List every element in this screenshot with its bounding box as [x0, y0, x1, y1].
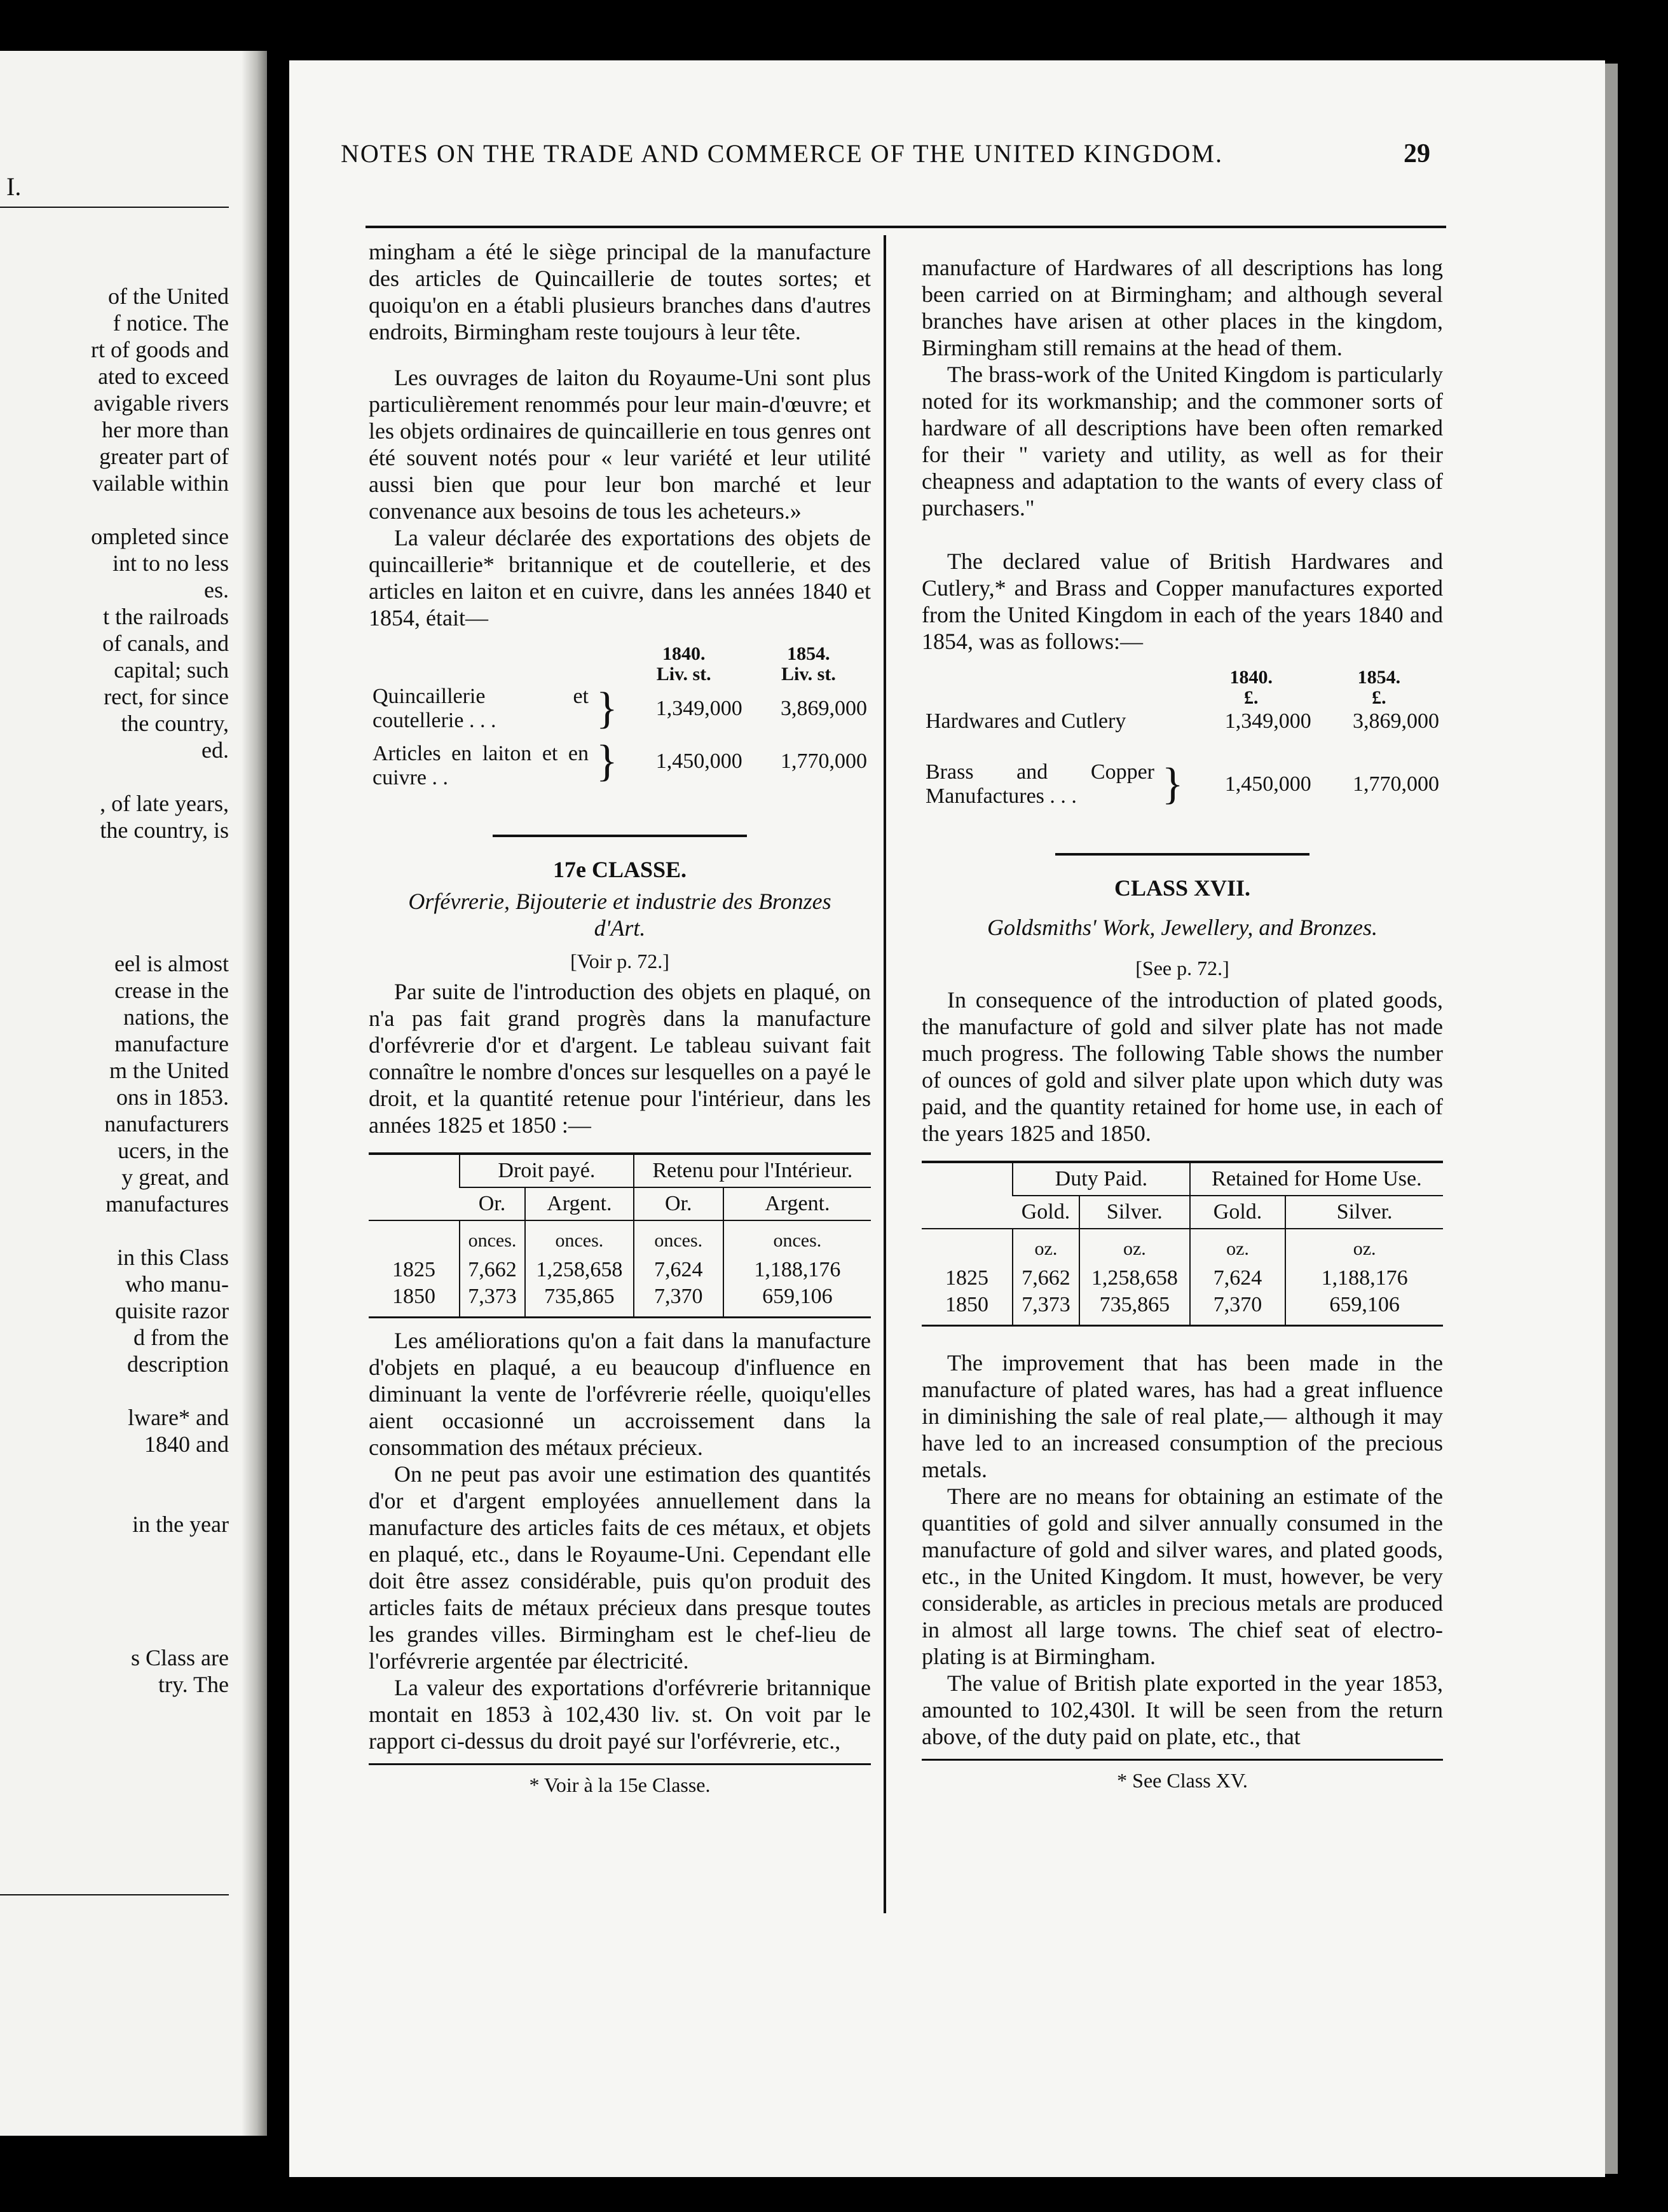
- left-page-line: rect, for since: [104, 684, 229, 709]
- left-page-line: ed.: [202, 737, 229, 763]
- value-1840: 1,349,000: [1224, 709, 1311, 733]
- column-unit: oz.: [1013, 1229, 1079, 1265]
- value-cell: 1,258,658: [525, 1257, 634, 1283]
- value-1854: 3,869,000: [1353, 709, 1439, 733]
- section-rule: [493, 835, 747, 837]
- value-cell: 7,370: [1190, 1292, 1285, 1326]
- brace: }: [1162, 760, 1184, 809]
- group-header: Retenu pour l'Intérieur.: [634, 1154, 871, 1187]
- value-cell: 7,624: [634, 1257, 723, 1283]
- left-page-line: try. The: [158, 1672, 229, 1697]
- left-page-line: d from the: [133, 1325, 229, 1350]
- group-header: Retained for Home Use.: [1190, 1162, 1443, 1196]
- left-page-line: int to no less: [112, 550, 229, 576]
- value-1854: 1,770,000: [1353, 772, 1439, 796]
- left-running-head: I.: [6, 172, 22, 201]
- left-page-line: nanufacturers: [104, 1111, 229, 1137]
- left-page-line: nations, the: [123, 1004, 229, 1030]
- column-header: 1854.: [787, 643, 830, 664]
- left-page-line: lware* and: [128, 1405, 229, 1430]
- row-label: Brass and Copper Manufactures . . .: [926, 760, 1154, 808]
- value-cell: 7,662: [1013, 1265, 1079, 1292]
- paragraph: La valeur déclarée des exportations des objets de quincaillerie* britannique et de coutellerie, et des articles en laiton et en cuivre, dans les années 1840 et 1854, était—: [369, 525, 871, 631]
- value-cell: 7,624: [1190, 1265, 1285, 1292]
- left-page-line: rt of goods and: [91, 337, 229, 362]
- left-page-line: her more than: [102, 417, 229, 442]
- left-foot-rule: [0, 1894, 229, 1895]
- column-unit: oz.: [1079, 1229, 1190, 1265]
- column-unit: oz.: [1285, 1229, 1443, 1265]
- column-header: Gold.: [1190, 1196, 1285, 1229]
- left-page-line: m the United: [109, 1058, 229, 1083]
- paragraph: The brass-work of the United Kingdom is particularly noted for its workmanship; and the commoner sorts of hardware of all descriptions have been often remarked for their " variety and utility, as well as for their cheapness and adaptation to the wants of every class of purchasers.": [922, 362, 1443, 521]
- left-page-line: in this Class: [116, 1245, 229, 1270]
- column-header: Silver.: [1285, 1196, 1443, 1229]
- column-unit: £.: [1372, 687, 1386, 708]
- table-row: [369, 685, 871, 733]
- running-head: NOTES ON THE TRADE AND COMMERCE OF THE UNITED KINGDOM.: [341, 139, 1223, 168]
- table-row: [369, 1283, 871, 1318]
- value-1840: 1,450,000: [1224, 772, 1311, 796]
- column-unit: £.: [1243, 687, 1259, 708]
- left-page-line: quisite razor: [115, 1298, 229, 1323]
- column-unit: Liv. st.: [781, 664, 836, 685]
- page-number: 29: [1404, 139, 1430, 168]
- plate-duty-table: [369, 1152, 871, 1318]
- left-page-line: f notice. The: [113, 310, 229, 336]
- table-row: [369, 1257, 871, 1283]
- column-unit: oz.: [1190, 1229, 1285, 1265]
- table-row: [922, 1292, 1443, 1326]
- brace: }: [596, 737, 618, 786]
- left-page-line: vailable within: [92, 470, 229, 496]
- paragraph: The improvement that has been made in the manufacture of plated wares, has had a great influence in diminishing the sale of real plate,— although it may have led to an increased consumption of the precious metals.: [922, 1350, 1443, 1482]
- left-page-line: the country, is: [100, 817, 229, 843]
- column-header: 1840.: [662, 643, 706, 664]
- value-1854: 1,770,000: [781, 749, 867, 773]
- group-header: Duty Paid.: [1013, 1162, 1190, 1196]
- footnote-rule: [922, 1759, 1443, 1761]
- column-header: Argent.: [723, 1187, 871, 1220]
- page-header: [191, 139, 1430, 183]
- row-label: Quincaillerie et coutellerie . . .: [373, 685, 589, 732]
- left-head-rule: [0, 207, 229, 208]
- left-page-line: ucers, in the: [118, 1138, 229, 1163]
- column-divider: [884, 235, 886, 1913]
- table-row: [369, 733, 871, 790]
- paragraph: There are no means for obtaining an estimate of the quantities of gold and silver annually consumed in the manufacture of gold and silver wares, and plated goods, etc., in the United Kingdom. It must, however, be very considerable, as articles in precious metals are produced in almost all large towns. The chief seat of electro-plating is at Birmingham.: [922, 1484, 1443, 1669]
- value-1854: 3,869,000: [781, 697, 867, 720]
- left-page: [0, 51, 267, 2136]
- table-row: [922, 735, 1443, 809]
- value-cell: 735,865: [525, 1283, 634, 1318]
- value-1840: 1,450,000: [655, 749, 742, 773]
- column-unit: onces.: [723, 1220, 871, 1257]
- paragraph: The value of British plate exported in the year 1853, amounted to 102,430l. It will be seen from the return above, of the duty paid on plate, etc., that: [922, 1670, 1443, 1749]
- class-heading: 17e CLASSE.: [552, 857, 687, 882]
- value-cell: 7,373: [1013, 1292, 1079, 1326]
- left-page-line: capital; such: [114, 657, 229, 683]
- paragraph: In consequence of the introduction of plated goods, the manufacture of gold and silver plate has not made much progress. The following Table shows the number of ounces of gold and silver plate upon which duty was paid, and the quantity retained for home use, in each of the years 1825 and 1850.: [922, 987, 1443, 1146]
- row-label: Hardwares and Cutlery: [926, 709, 1126, 733]
- left-page-line: of canals, and: [102, 631, 229, 656]
- column-unit: onces.: [460, 1220, 525, 1257]
- column-header: Or.: [634, 1187, 723, 1220]
- value-1840: 1,349,000: [655, 697, 742, 720]
- paragraph: manufacture of Hardwares of all descriptions has long been carried on at Birmingham; and although several branches have arisen at other places in the kingdom, Birmingham still remains at the head of them.: [922, 255, 1443, 360]
- column-unit: Liv. st.: [656, 664, 711, 685]
- column-header: Argent.: [525, 1187, 634, 1220]
- book-gutter: [242, 51, 267, 2136]
- column-header: Gold.: [1013, 1196, 1079, 1229]
- paragraph: Par suite de l'introduction des objets en plaqué, on n'a pas fait grand progrès dans la manufacture d'orfévrerie d'or et d'argent. Le tableau suivant fait connaître le nombre d'onces sur lesquelles on a payé le droit, et la quantité retenue pour l'intérieur, dans les années 1825 et 1850 :—: [369, 979, 871, 1138]
- left-page-line: es.: [204, 577, 229, 603]
- left-page-line: greater part of: [99, 444, 229, 469]
- page-edge: [1605, 64, 1618, 2174]
- column-unit: onces.: [634, 1220, 723, 1257]
- left-page-line: eel is almost: [114, 951, 229, 976]
- brace: }: [596, 684, 618, 733]
- class-subheading: Orfévrerie, Bijouterie et industrie des Bronzes d'Art.: [408, 889, 831, 941]
- paragraph: Les améliorations qu'on a fait dans la manufacture d'objets en plaqué, a eu beaucoup d'influence en diminuant la vente de l'orfévrerie réelle, quoiqu'elles aient occasionné un accroissement dans la consommation des métaux précieux.: [369, 1328, 871, 1460]
- left-page-line: ated to exceed: [98, 364, 229, 389]
- left-page-line: avigable rivers: [93, 390, 229, 416]
- group-header: Droit payé.: [460, 1154, 634, 1187]
- class-heading: CLASS XVII.: [1114, 875, 1251, 901]
- value-cell: 1,188,176: [1285, 1265, 1443, 1292]
- paragraph: On ne peut pas avoir une estimation des quantités d'or et d'argent employées annuellement dans la manufacture des articles faits de ces métaux, et objets en plaqué, etc., dans le Royaume-Uni. Cependant elle doit être assez considérable, puis qu'on produit des articles faits de métaux précieux dans presque toutes les grandes villes. Birmingham est le chef-lieu de l'orfévrerie argentée par électricité.: [369, 1461, 871, 1674]
- value-cell: 7,662: [460, 1257, 525, 1283]
- year-cell: 1825: [392, 1258, 435, 1281]
- page-reference: [See p. 72.]: [1135, 957, 1229, 980]
- left-page-line: in the year: [132, 1512, 229, 1537]
- left-page-line: crease in the: [114, 978, 229, 1003]
- year-cell: 1850: [945, 1293, 988, 1316]
- left-page-line: description: [127, 1351, 229, 1377]
- footnote: * Voir à la 15e Classe.: [529, 1773, 711, 1796]
- row-label: Articles en laiton et en cuivre . .: [373, 742, 589, 789]
- year-cell: 1825: [945, 1266, 988, 1290]
- value-cell: 7,373: [460, 1283, 525, 1318]
- value-cell: 7,370: [634, 1283, 723, 1318]
- header-rule: [366, 226, 1446, 228]
- plate-duty-table: [922, 1161, 1443, 1327]
- left-page-line: , of late years,: [100, 791, 229, 816]
- footnote: * See Class XV.: [1117, 1769, 1248, 1792]
- french-column: [369, 238, 871, 1798]
- section-rule: [1055, 853, 1309, 856]
- footnote-rule: [369, 1763, 871, 1765]
- paragraph: The declared value of British Hardwares and Cutlery,* and Brass and Copper manufactures exported from the United Kingdom in each of the years 1840 and 1854, was as follows:—: [922, 549, 1443, 654]
- value-cell: 659,106: [1285, 1292, 1443, 1326]
- table-row: [922, 1265, 1443, 1292]
- left-page-line: y great, and: [121, 1164, 229, 1190]
- table-row: [922, 708, 1443, 735]
- left-page-line: manufactures: [106, 1191, 229, 1217]
- left-page-line: s Class are: [131, 1645, 229, 1670]
- paragraph: mingham a été le siège principal de la manufacture des articles de Quincaillerie de toutes sortes; et quoiqu'on en a établi plusieurs branches dans d'autres endroits, Birmingham reste toujours à leur tête.: [369, 239, 871, 345]
- column-unit: onces.: [525, 1220, 634, 1257]
- column-header: 1840.: [1229, 667, 1273, 688]
- value-cell: 659,106: [723, 1283, 871, 1318]
- left-page-line: ompleted since: [91, 524, 229, 549]
- left-page-line: t the railroads: [103, 604, 229, 629]
- column-header: Or.: [460, 1187, 525, 1220]
- left-page-line: who manu-: [125, 1271, 229, 1297]
- value-cell: 1,188,176: [723, 1257, 871, 1283]
- column-header: Silver.: [1079, 1196, 1190, 1229]
- paragraph: La valeur des exportations d'orfévrerie britannique montait en 1853 à 102,430 liv. st. On voit par le rapport ci-dessus du droit payé sur l'orfévrerie, etc.,: [369, 1675, 871, 1754]
- year-cell: 1850: [392, 1285, 435, 1308]
- class-subheading: Goldsmiths' Work, Jewellery, and Bronzes.: [987, 915, 1377, 940]
- english-column: [922, 254, 1443, 1794]
- page-reference: [Voir p. 72.]: [570, 950, 669, 973]
- left-page-line: 1840 and: [144, 1431, 229, 1457]
- left-page-line: manufacture: [114, 1031, 229, 1056]
- left-page-line: the country,: [121, 711, 229, 736]
- paragraph: Les ouvrages de laiton du Royaume-Uni sont plus particulièrement renommés pour leur main-d'œuvre; et les objets ordinaires de quincaillerie en tous genres ont été souvent notés pour « leur variété et leur utilité aussi bien que pour leur bon marché et leur convenance aux besoins de tous les acheteurs.»: [369, 365, 871, 524]
- value-cell: 735,865: [1079, 1292, 1190, 1326]
- column-header: 1854.: [1357, 667, 1401, 688]
- export-value-table: [922, 667, 1443, 809]
- left-page-line: ons in 1853.: [116, 1084, 229, 1110]
- export-value-table: [369, 644, 871, 790]
- value-cell: 1,258,658: [1079, 1265, 1190, 1292]
- left-page-line: of the United: [108, 283, 229, 309]
